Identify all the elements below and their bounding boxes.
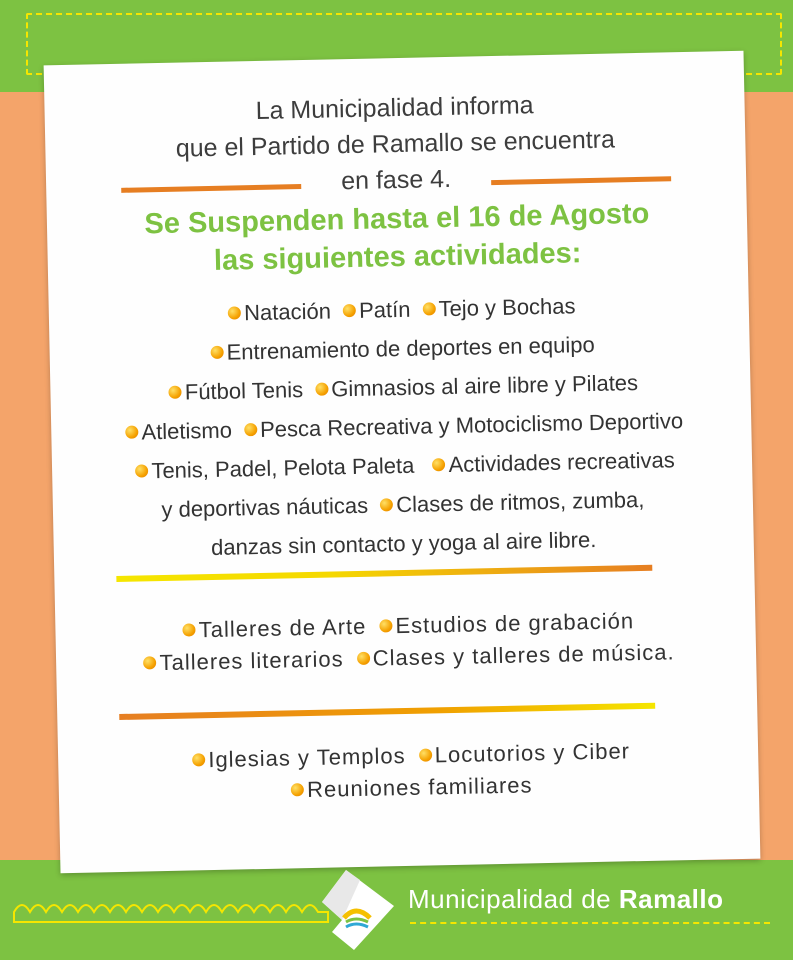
bullet-icon [379, 619, 392, 632]
other-activities-list [58, 733, 759, 812]
list-item: Patín [358, 296, 411, 323]
footer-brand-prefix: Municipalidad de [408, 884, 619, 914]
list-item: Talleres literarios [159, 646, 344, 676]
sports-activities-list [48, 283, 754, 571]
intro-line-2: que el Partido de Ramallo se encuentra [175, 125, 616, 163]
headline-line-2: las siguientes actividades: [213, 237, 582, 277]
divider-1 [116, 565, 652, 582]
bullet-icon [143, 656, 156, 669]
bullet-icon [315, 383, 328, 396]
municipality-logo-icon [318, 866, 398, 952]
bullet-icon [357, 652, 370, 665]
decor-bar-left [121, 184, 301, 193]
list-item: Clases de ritmos, zumba, [395, 486, 645, 518]
list-item: Actividades recreativas [448, 447, 675, 478]
list-item: Iglesias y Templos [208, 742, 406, 773]
bullet-icon [419, 748, 432, 761]
bullet-icon [169, 386, 182, 399]
list-item: Natación [243, 298, 332, 326]
decor-bar-right [491, 176, 671, 185]
decorative-arch-pattern-icon [12, 892, 332, 932]
list-item: Clases y talleres de música. [372, 639, 675, 671]
culture-activities-list [55, 603, 756, 682]
bullet-icon [380, 498, 393, 511]
divider-2 [119, 703, 655, 720]
list-item: Talleres de Arte [198, 613, 367, 643]
list-item: Entrenamiento de deportes en equipo [226, 331, 595, 365]
list-item: Atletismo [141, 417, 233, 445]
bullet-icon [183, 623, 196, 636]
list-item: Estudios de grabación [395, 608, 635, 639]
bullet-icon [135, 464, 148, 477]
bullet-icon [210, 346, 223, 359]
list-item: Fútbol Tenis [184, 377, 304, 405]
bullet-icon [291, 783, 304, 796]
phase-text: en fase 4. [340, 164, 452, 196]
list-item: Locutorios y Ciber [434, 738, 631, 768]
bullet-icon [422, 302, 435, 315]
list-item: Reuniones familiares [306, 772, 533, 803]
announcement-content [44, 51, 761, 873]
footer-dashed-line [410, 922, 770, 924]
bullet-icon [432, 458, 445, 471]
bullet-icon [125, 426, 138, 439]
bullet-icon [244, 423, 257, 436]
intro-line-1: La Municipalidad informa [255, 91, 534, 125]
headline-line-1: Se Suspenden hasta el 16 de Agosto [144, 197, 650, 241]
footer-brand-name: Ramallo [618, 884, 724, 914]
intro-text [44, 83, 746, 206]
list-item: Tenis, Padel, Pelota Paleta [151, 452, 415, 484]
footer-brand [408, 884, 724, 915]
headline [47, 193, 748, 284]
list-item-continuation: y deportivas náuticas [161, 492, 369, 523]
list-item: Tejo y Bochas [438, 293, 576, 322]
bullet-icon [228, 306, 241, 319]
bullet-icon [343, 304, 356, 317]
list-item-continuation: danzas sin contacto y yoga al aire libre. [210, 526, 597, 561]
list-item: Pesca Recreativa y Motociclismo Deportivo [259, 408, 684, 442]
list-item: Gimnasios al aire libre y Pilates [330, 370, 639, 402]
bullet-icon [192, 753, 205, 766]
